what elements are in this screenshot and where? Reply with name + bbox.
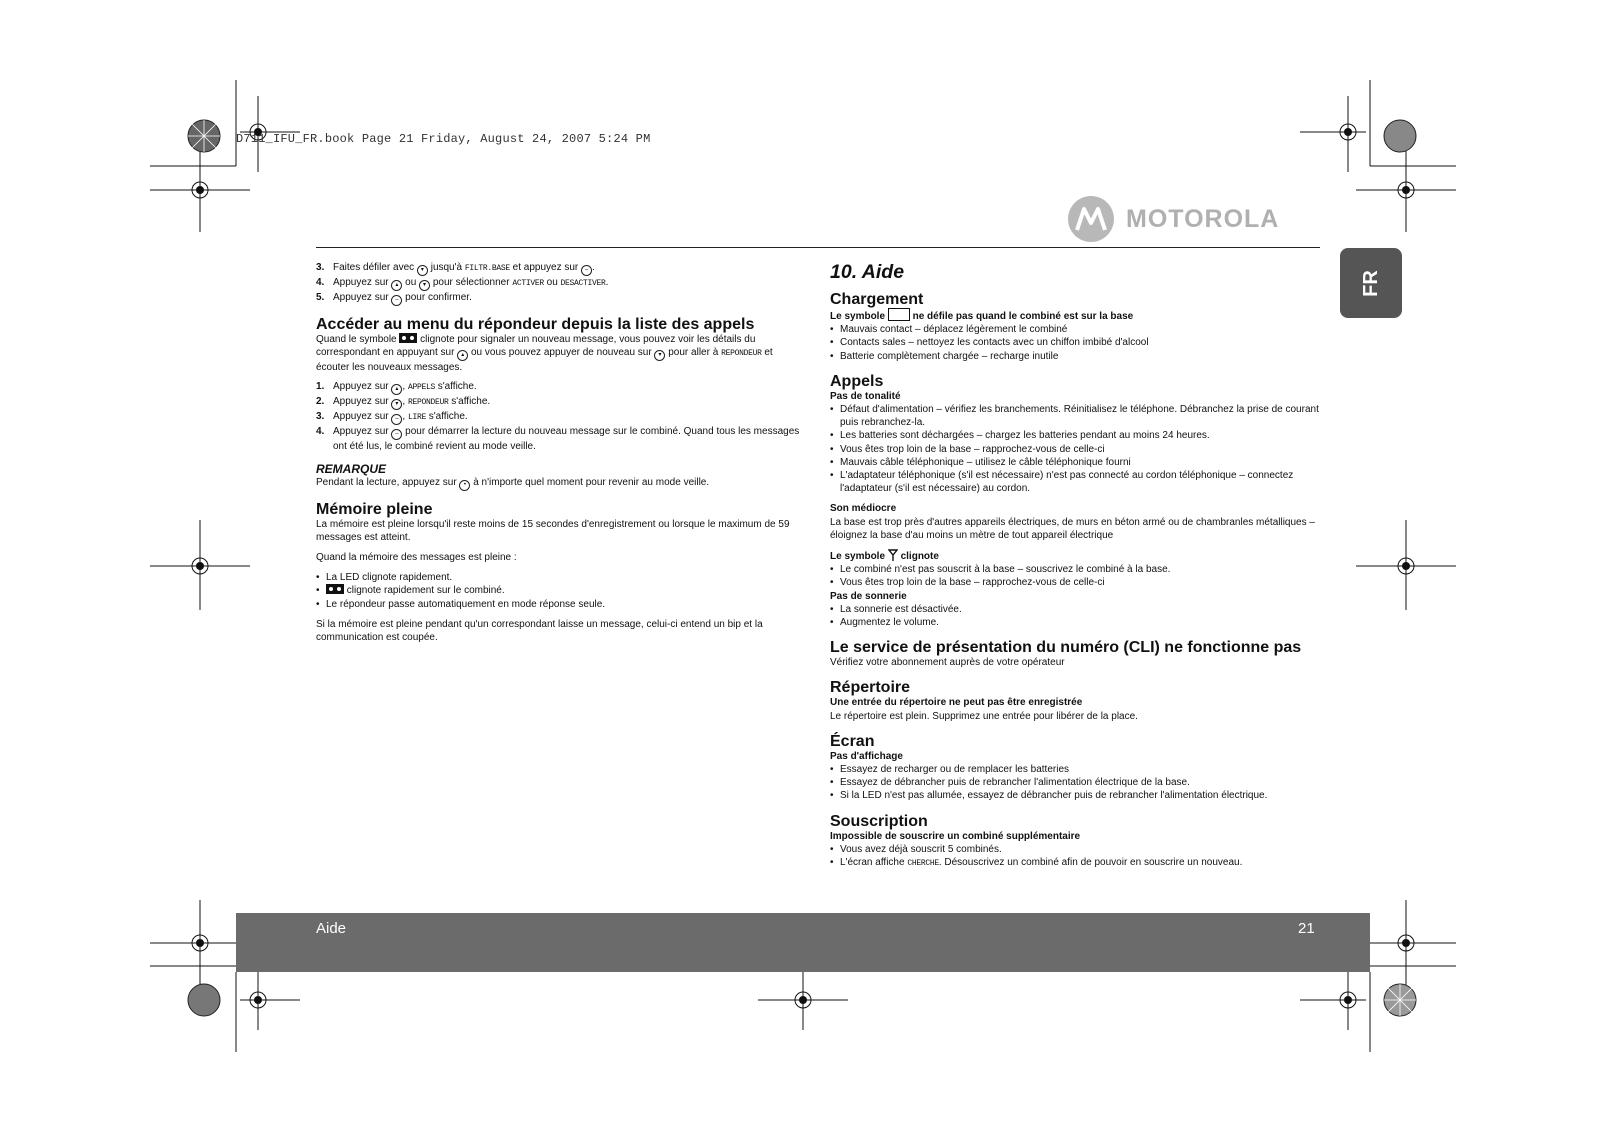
paragraph: La base est trop près d'autres appareils électriques, de murs en béton armé ou de chambranles métalliques – éloignez la base d'au moins un mètre de tout appareil électrique	[830, 516, 1315, 541]
list-item: • Vous êtes trop loin de la base – rapprochez-vous de celle-ci	[830, 443, 1105, 455]
heading-directory: Répertoire	[830, 679, 911, 697]
heading-charging: Chargement	[830, 291, 924, 308]
paragraph: Si la mémoire est pleine pendant qu'un correspondant laisse un message, celui-ci entend un bip et la communication est coupée.	[316, 618, 763, 644]
bullet-list	[830, 563, 1320, 589]
motorola-batwing-icon	[1068, 196, 1114, 242]
antenna-icon	[888, 549, 898, 561]
remark-title: REMARQUE	[316, 461, 387, 476]
end-call-key-icon: •	[459, 480, 470, 491]
page-title: 10. Aide	[830, 261, 905, 283]
list-item: • L'écran affiche CHERCHE. Désouscrivez un combiné afin de pouvoir en souscrire un nouveau.	[830, 857, 1243, 869]
list-item: 4. Appuyez sur – pour démarrer la lecture du nouveau message sur le combiné. Quand tous les messages ont été lus, le combiné revient au mode veille.	[316, 426, 800, 453]
bullet-list	[830, 763, 1320, 803]
list-item: • Vous avez déjà souscrit 5 combinés.	[830, 843, 1002, 855]
paragraph: Le répertoire est plein. Supprimez une entrée pour libérer de la place.	[830, 710, 1138, 722]
menu-key-icon: –	[391, 414, 402, 425]
menu-key-icon: –	[391, 429, 402, 440]
subheading: Pas d'affichage	[830, 750, 903, 762]
remark-text: Pendant la lecture, appuyez sur • à n'importe quel moment pour revenir au mode veille.	[316, 476, 803, 491]
heading-calls: Appels	[830, 372, 884, 390]
steps-access	[316, 380, 803, 453]
left-column	[316, 261, 803, 644]
list-item: • clignote rapidement sur le combiné.	[316, 585, 505, 597]
heading-subscription: Souscription	[830, 812, 928, 830]
page-number: 21	[1298, 920, 1315, 937]
list-item: • Batterie complètement chargée – recharge inutile	[830, 350, 1059, 362]
list-item: 3. Faites défiler avec ▾ jusqu'à FILTR.BASE et appuyez sur – .	[316, 261, 803, 276]
bullet-list	[830, 323, 1320, 363]
list-item: 3. Appuyez sur – , LIRE s'affiche.	[316, 410, 803, 425]
list-item: • Essayez de recharger ou de remplacer les batteries	[830, 764, 1070, 776]
subheading: Une entrée du répertoire ne peut pas être enregistrée	[830, 697, 1083, 709]
list-item: • Mauvais câble téléphonique – utilisez le câble téléphonique fourni	[830, 456, 1131, 468]
list-item: • Augmentez le volume.	[830, 617, 939, 629]
brand-name: MOTOROLA	[1126, 204, 1280, 233]
heading-cli: Le service de présentation du numéro (CLI) ne fonctionne pas	[830, 639, 1302, 657]
up-key-icon: ▴	[391, 384, 402, 395]
list-item: • La LED clignote rapidement.	[316, 572, 453, 584]
list-item: 5. Appuyez sur – pour confirmer.	[316, 291, 803, 306]
book-header-line: D711_IFU_FR.book Page 21 Friday, August 24, 2007 5:24 PM	[236, 132, 651, 146]
list-item: 4. Appuyez sur ▴ ou ▾ pour sélectionner ACTIVER ou DESACTIVER.	[316, 276, 803, 291]
menu-key-icon: –	[391, 295, 402, 306]
heading-memory-full: Mémoire pleine	[316, 500, 433, 518]
list-item: 2. Appuyez sur ▾ , REPONDEUR s'affiche.	[316, 395, 803, 410]
down-key-icon: ▾	[654, 350, 665, 361]
list-item: • Le répondeur passe automatiquement en mode réponse seule.	[316, 598, 606, 610]
menu-key-icon: –	[581, 265, 592, 276]
footer-bar	[236, 913, 1370, 972]
list-item: • Mauvais contact – déplacez légèrement le combiné	[830, 324, 1068, 336]
bullet-list	[316, 571, 803, 611]
subheading: Pas de sonnerie	[830, 590, 907, 602]
down-key-icon: ▾	[419, 280, 430, 291]
down-key-icon: ▾	[391, 399, 402, 410]
subheading: Le symbole ne défile pas quand le combiné est sur la base	[830, 308, 1320, 323]
paragraph: Vérifiez votre abonnement auprès de votre opérateur	[830, 657, 1065, 669]
right-column	[830, 261, 1320, 870]
subheading: Impossible de souscrire un combiné supplémentaire	[830, 830, 1081, 842]
new-message-icon	[399, 333, 417, 343]
heading-access-answering-menu: Accéder au menu du répondeur depuis la liste des appels	[316, 316, 755, 333]
list-item: • Si la LED n'est pas allumée, essayez de débrancher puis de rebrancher l'alimentation électrique.	[830, 790, 1268, 802]
subheading: Pas de tonalité	[830, 390, 901, 402]
up-key-icon: ▴	[457, 350, 468, 361]
heading-screen: Écran	[830, 732, 875, 750]
header-rule	[316, 247, 1320, 248]
up-key-icon: ▴	[391, 280, 402, 291]
list-item: • Contacts sales – nettoyez les contacts avec un chiffon imbibé d'alcool	[830, 337, 1149, 349]
battery-icon	[888, 308, 910, 321]
footer-section-name: Aide	[316, 920, 347, 937]
bullet-list	[830, 403, 1320, 495]
list-item: • Vous êtes trop loin de la base – rapprochez-vous de celle-ci	[830, 577, 1105, 589]
list-item: • Essayez de débrancher puis de rebrancher l'alimentation électrique de la base.	[830, 777, 1190, 789]
new-message-icon	[326, 584, 344, 594]
motorola-logo	[1068, 194, 1318, 244]
language-tab-label: FR	[1359, 269, 1382, 297]
list-item: 1. Appuyez sur ▴ , APPELS s'affiche.	[316, 380, 803, 395]
steps-top	[316, 261, 803, 306]
paragraph: Quand la mémoire des messages est pleine :	[316, 552, 517, 564]
subheading: Le symbole clignote	[830, 551, 939, 563]
list-item: • Les batteries sont déchargées – chargez les batteries pendant au moins 24 heures.	[830, 430, 1210, 442]
bullet-list	[830, 603, 1320, 629]
subheading: Son médiocre	[830, 503, 897, 515]
bullet-list	[830, 843, 1320, 870]
paragraph: La mémoire est pleine lorsqu'il reste moins de 15 secondes d'enregistrement ou lorsque le maximum de 59 messages est atteint.	[316, 518, 790, 543]
list-item: • L'adaptateur téléphonique (s'il est nécessaire) n'est pas connecté au cordon téléphonique – connectez l'adaptateur (s'il est nécessaire) au cordon.	[830, 470, 1294, 495]
list-item: • Défaut d'alimentation – vérifiez les branchements. Réinitialisez le téléphone. Débranchez la prise de courant puis rebranchez-la.	[830, 404, 1319, 429]
scroll-key-icon: ▾	[417, 265, 428, 276]
paragraph: Quand le symbole clignote pour signaler un nouveau message, vous pouvez voir les détails du correspondant en appuyant sur ▴ ou vous pouvez appuyer de nouveau sur ▾ pour aller à REPONDEUR et écouter les nouveaux messages.	[316, 334, 773, 374]
list-item: • Le combiné n'est pas souscrit à la base – souscrivez le combiné à la base.	[830, 564, 1171, 576]
list-item: • La sonnerie est désactivée.	[830, 603, 962, 615]
language-tab	[1340, 248, 1402, 318]
